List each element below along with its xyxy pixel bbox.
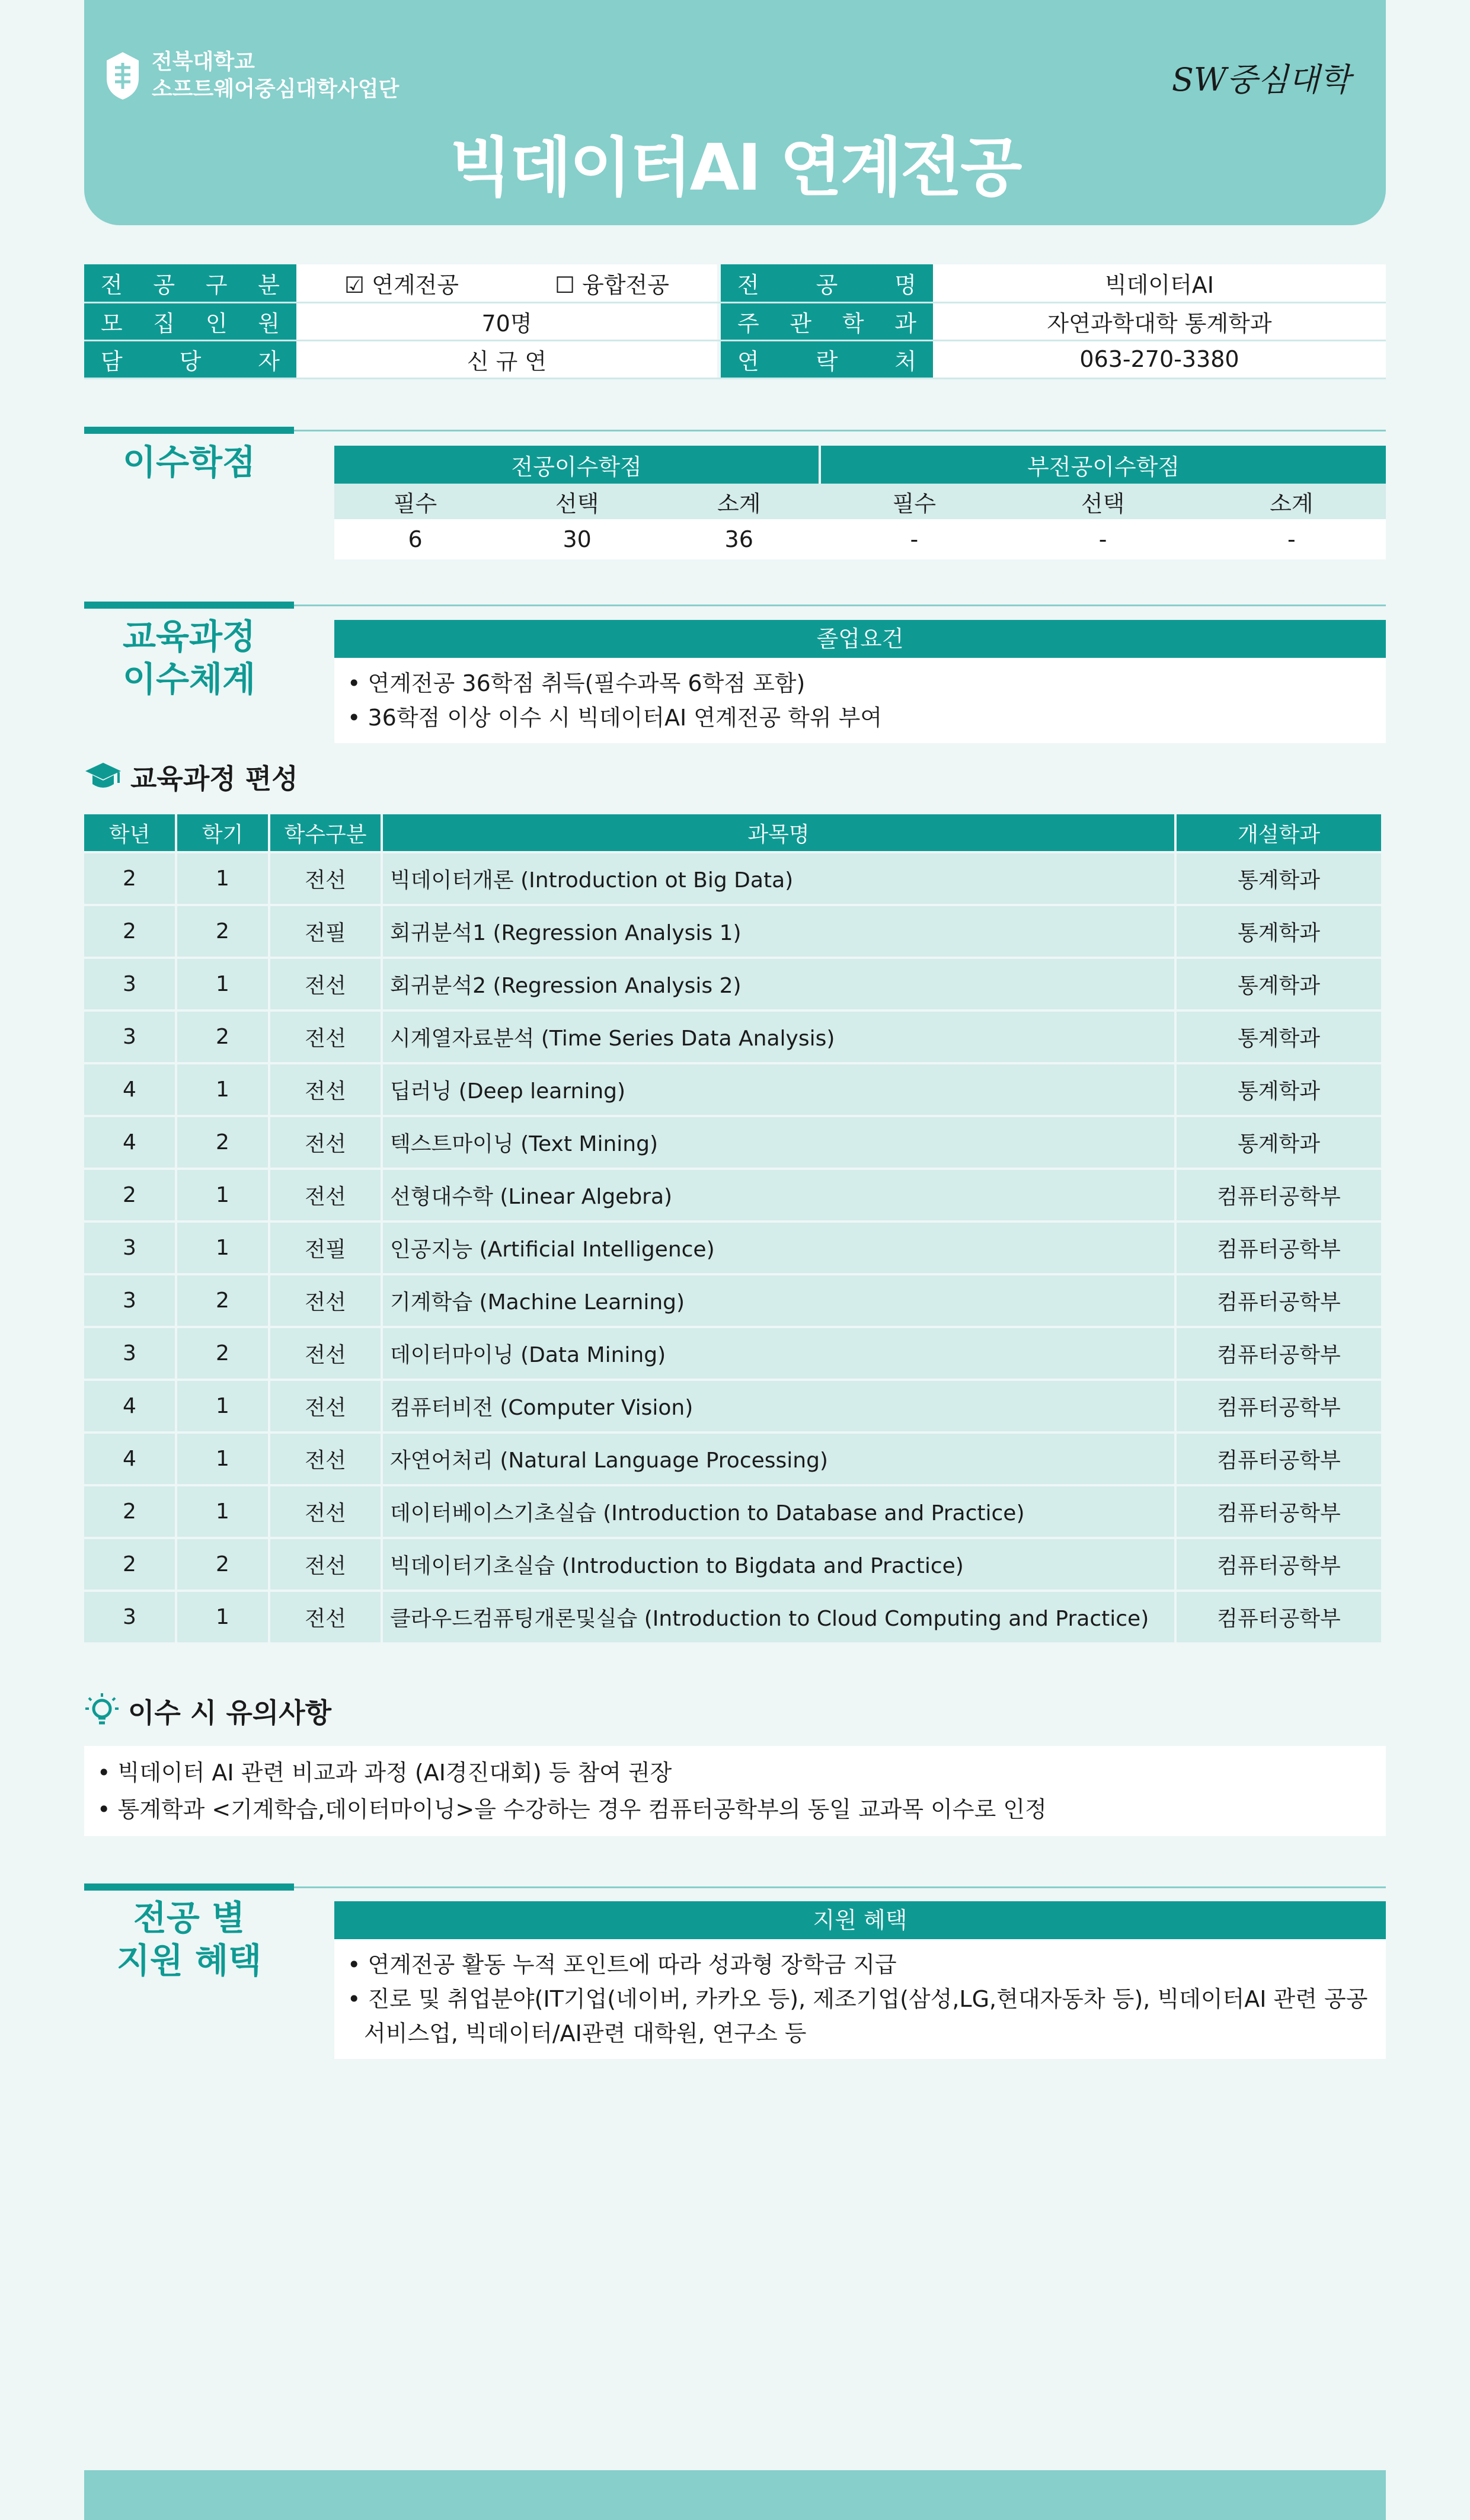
grade-cell: 4 (84, 1117, 175, 1168)
course-name-cell: 데이터마이닝 (Data Mining) (383, 1328, 1174, 1379)
curriculum-column-header: 개설학과 (1177, 814, 1381, 851)
section-accent-bar (84, 602, 294, 609)
major-info-table (84, 264, 1386, 379)
curriculum-column-header: 학년 (84, 814, 175, 851)
semester-cell: 1 (177, 1381, 268, 1431)
system-title-line-1: 교육과정 (122, 616, 256, 657)
course-name-cell: 인공지능 (Artificial Intelligence) (383, 1223, 1174, 1273)
curriculum-row (84, 959, 1381, 1009)
section-accent-bar (84, 427, 294, 434)
credits-subheader: 소계 (1197, 484, 1386, 519)
curriculum-row (84, 1486, 1381, 1537)
course-name-cell: 자연어처리 (Natural Language Processing) (383, 1434, 1174, 1484)
curriculum-row (84, 1117, 1381, 1168)
org-line-1: 전북대학교 (152, 50, 255, 74)
dept-label-text: 주 관 학 과 (737, 310, 916, 337)
credits-subheader: 소계 (658, 484, 820, 519)
department-cell: 통계학과 (1177, 853, 1381, 904)
grade-cell: 4 (84, 1381, 175, 1431)
credits-value: 30 (496, 519, 658, 559)
curriculum-row (84, 906, 1381, 957)
department-cell: 컴퓨터공학부 (1177, 1275, 1381, 1326)
course-type-cell: 전선 (270, 1275, 381, 1326)
department-cell: 통계학과 (1177, 906, 1381, 957)
course-type-cell: 전선 (270, 853, 381, 904)
course-name-cell: 클라우드컴퓨팅개론및실습 (Introduction to Cloud Computing and Practice) (383, 1592, 1174, 1642)
support-section-title (84, 1897, 294, 1982)
department-cell: 컴퓨터공학부 (1177, 1170, 1381, 1220)
credits-value: - (1197, 519, 1386, 559)
page-footer (84, 2470, 1386, 2520)
minor-credits-header: 부전공이수학점 (820, 446, 1386, 484)
org-line-2: 소프트웨어중심대학사업단 (152, 77, 400, 101)
credits-subheader: 선택 (1008, 484, 1197, 519)
semester-cell: 1 (177, 1064, 268, 1115)
graduation-requirement-item: • 36학점 이상 이수 시 빅데이터AI 연계전공 학위 부여 (347, 701, 1373, 735)
page-header (84, 0, 1386, 225)
semester-cell: 2 (177, 906, 268, 957)
capacity-label (84, 302, 296, 340)
department-cell: 통계학과 (1177, 1012, 1381, 1062)
course-name-cell: 기계학습 (Machine Learning) (383, 1275, 1174, 1326)
graduation-requirement-item: • 연계전공 36학점 취득(필수과목 6학점 포함) (347, 666, 1373, 701)
grade-cell: 2 (84, 853, 175, 904)
support-title-line-2: 지원 혜택 (116, 1940, 262, 1981)
major-type-option-linked: ☑ 연계전공 (344, 271, 459, 298)
notes-title (84, 1691, 331, 1731)
major-credits-header: 전공이수학점 (334, 446, 820, 484)
support-box-header: 지원 혜택 (334, 1901, 1386, 1939)
major-type-value (296, 264, 717, 302)
support-item: • 연계전공 활동 누적 포인트에 따라 성과형 장학금 지급 (347, 1947, 1373, 1982)
course-type-cell: 전선 (270, 1064, 381, 1115)
system-section-title (84, 615, 294, 701)
dept-value: 자연과학대학 통계학과 (933, 302, 1386, 340)
university-logo (102, 49, 399, 103)
grade-cell: 2 (84, 1170, 175, 1220)
course-type-cell: 전필 (270, 906, 381, 957)
credits-subheader: 필수 (820, 484, 1008, 519)
curriculum-column-header: 학수구분 (270, 814, 381, 851)
semester-cell: 2 (177, 1012, 268, 1062)
course-name-cell: 빅데이터개론 (Introduction ot Big Data) (383, 853, 1174, 904)
course-type-cell: 전선 (270, 1592, 381, 1642)
curriculum-row (84, 1539, 1381, 1590)
lightbulb-icon (84, 1692, 120, 1730)
support-item: • 진로 및 취업분야(IT기업(네이버, 카카오 등), 제조기업(삼성,LG,현대자동차 등), 빅데이터AI 관련 공공 서비스업, 빅데이터/AI관련 대학원, 연구소 등 (347, 1982, 1373, 2051)
department-cell: 컴퓨터공학부 (1177, 1381, 1381, 1431)
credits-subheader: 선택 (496, 484, 658, 519)
capacity-value: 70명 (296, 302, 717, 340)
department-cell: 통계학과 (1177, 959, 1381, 1009)
department-cell: 통계학과 (1177, 1117, 1381, 1168)
semester-cell: 1 (177, 1592, 268, 1642)
major-name-label-text: 전 공 명 (737, 271, 916, 298)
phone-value: 063-270-3380 (933, 340, 1386, 378)
emblem-icon (102, 50, 143, 102)
note-item: • 통계학과 <기계학습,데이터마이닝>을 수강하는 경우 컴퓨터공학부의 동일 교과목 이수로 인정 (97, 1791, 1373, 1828)
grade-cell: 2 (84, 1539, 175, 1590)
semester-cell: 1 (177, 1486, 268, 1537)
semester-cell: 2 (177, 1117, 268, 1168)
curriculum-table (82, 812, 1383, 1645)
major-type-label (84, 264, 296, 302)
curriculum-row (84, 1012, 1381, 1062)
curriculum-row (84, 1064, 1381, 1115)
semester-cell: 1 (177, 959, 268, 1009)
graduation-requirements-header: 졸업요건 (334, 620, 1386, 658)
curriculum-row (84, 1381, 1381, 1431)
curriculum-row (84, 1328, 1381, 1379)
grade-cell: 2 (84, 906, 175, 957)
grade-cell: 3 (84, 959, 175, 1009)
curriculum-title-text: 교육과정 편성 (130, 763, 298, 795)
course-type-cell: 전필 (270, 1223, 381, 1273)
semester-cell: 2 (177, 1275, 268, 1326)
course-name-cell: 빅데이터기초실습 (Introduction to Bigdata and Practice) (383, 1539, 1174, 1590)
grade-cell: 3 (84, 1012, 175, 1062)
credits-table (334, 446, 1386, 559)
semester-cell: 2 (177, 1539, 268, 1590)
course-type-cell: 전선 (270, 1012, 381, 1062)
graduation-requirements-box (334, 620, 1386, 743)
contact-label (84, 340, 296, 378)
curriculum-row (84, 1170, 1381, 1220)
department-cell: 컴퓨터공학부 (1177, 1592, 1381, 1642)
curriculum-row (84, 1275, 1381, 1326)
curriculum-column-header: 학기 (177, 814, 268, 851)
curriculum-column-header: 과목명 (383, 814, 1174, 851)
semester-cell: 2 (177, 1328, 268, 1379)
department-cell: 컴퓨터공학부 (1177, 1223, 1381, 1273)
course-type-cell: 전선 (270, 1117, 381, 1168)
course-type-cell: 전선 (270, 1539, 381, 1590)
grade-cell: 3 (84, 1223, 175, 1273)
curriculum-row (84, 1223, 1381, 1273)
major-name-label (721, 264, 933, 302)
credits-value: - (1008, 519, 1197, 559)
sw-logo: SW중심대학 (1171, 61, 1350, 98)
curriculum-row (84, 1592, 1381, 1642)
notes-box (84, 1746, 1386, 1836)
major-type-label-text: 전 공 구 분 (101, 271, 280, 298)
phone-label (721, 340, 933, 378)
grade-cell: 3 (84, 1275, 175, 1326)
course-name-cell: 회귀분석2 (Regression Analysis 2) (383, 959, 1174, 1009)
credits-value: 36 (658, 519, 820, 559)
semester-cell: 1 (177, 1170, 268, 1220)
credits-value: 6 (334, 519, 496, 559)
department-cell: 컴퓨터공학부 (1177, 1434, 1381, 1484)
credits-value: - (820, 519, 1008, 559)
page-title: 빅데이터AI 연계전공 (449, 131, 1021, 205)
note-item: • 빅데이터 AI 관련 비교과 과정 (AI경진대회) 등 참여 권장 (97, 1754, 1373, 1791)
grade-cell: 3 (84, 1592, 175, 1642)
support-box (334, 1901, 1386, 2059)
department-cell: 컴퓨터공학부 (1177, 1486, 1381, 1537)
semester-cell: 1 (177, 1223, 268, 1273)
department-cell: 통계학과 (1177, 1064, 1381, 1115)
course-name-cell: 텍스트마이닝 (Text Mining) (383, 1117, 1174, 1168)
curriculum-row (84, 853, 1381, 904)
department-cell: 컴퓨터공학부 (1177, 1328, 1381, 1379)
course-type-cell: 전선 (270, 1486, 381, 1537)
course-name-cell: 데이터베이스기초실습 (Introduction to Database and Practice) (383, 1486, 1174, 1537)
dept-label (721, 302, 933, 340)
major-type-option-fused: ☐ 융합전공 (555, 271, 669, 298)
graduation-cap-icon (84, 760, 122, 794)
grade-cell: 2 (84, 1486, 175, 1537)
course-name-cell: 시계열자료분석 (Time Series Data Analysis) (383, 1012, 1174, 1062)
notes-title-text: 이수 시 유의사항 (128, 1697, 332, 1729)
grade-cell: 4 (84, 1064, 175, 1115)
curriculum-row (84, 1434, 1381, 1484)
course-name-cell: 딥러닝 (Deep learning) (383, 1064, 1174, 1115)
phone-label-text: 연 락 처 (737, 348, 916, 375)
major-name-value: 빅데이터AI (933, 264, 1386, 302)
course-type-cell: 전선 (270, 959, 381, 1009)
course-name-cell: 선형대수학 (Linear Algebra) (383, 1170, 1174, 1220)
semester-cell: 1 (177, 1434, 268, 1484)
contact-value: 신 규 연 (296, 340, 717, 378)
credits-subheader: 필수 (334, 484, 496, 519)
grade-cell: 3 (84, 1328, 175, 1379)
section-accent-bar (84, 1883, 294, 1891)
course-type-cell: 전선 (270, 1328, 381, 1379)
capacity-label-text: 모 집 인 원 (101, 310, 280, 337)
contact-label-text: 담 당 자 (101, 348, 280, 375)
course-name-cell: 컴퓨터비전 (Computer Vision) (383, 1381, 1174, 1431)
course-name-cell: 회귀분석1 (Regression Analysis 1) (383, 906, 1174, 957)
course-type-cell: 전선 (270, 1434, 381, 1484)
course-type-cell: 전선 (270, 1170, 381, 1220)
support-title-line-1: 전공 별 (133, 1898, 245, 1938)
course-type-cell: 전선 (270, 1381, 381, 1431)
department-cell: 컴퓨터공학부 (1177, 1539, 1381, 1590)
semester-cell: 1 (177, 853, 268, 904)
curriculum-title (84, 757, 298, 797)
credits-section-title: 이수학점 (122, 442, 256, 482)
grade-cell: 4 (84, 1434, 175, 1484)
system-title-line-2: 이수체계 (122, 659, 256, 699)
